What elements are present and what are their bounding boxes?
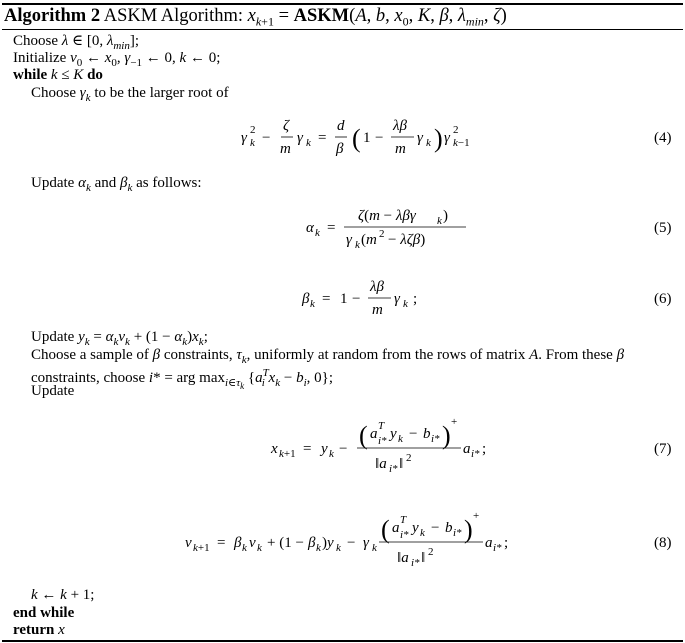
equation-8 — [185, 510, 672, 569]
svg-text:i*: i* — [471, 448, 480, 460]
svg-text:k+1: k+1 — [279, 448, 296, 460]
svg-text:λβ: λβ — [393, 118, 407, 134]
svg-text:1: 1 — [363, 130, 371, 146]
svg-text:a: a — [392, 520, 400, 536]
svg-text:γ: γ — [444, 130, 450, 146]
svg-text:+: + — [451, 416, 458, 428]
svg-text:(: ( — [359, 421, 368, 450]
svg-text:‖: ‖ — [399, 456, 404, 472]
svg-text:x: x — [271, 441, 278, 457]
svg-text:− λζβ): − λζβ) — [388, 232, 426, 248]
svg-text:k−1: k−1 — [453, 137, 470, 149]
svg-text:β: β — [336, 141, 344, 157]
svg-text:(: ( — [381, 515, 390, 544]
svg-text:2: 2 — [379, 228, 385, 240]
return-keyword: return — [13, 622, 55, 638]
svg-text:i*: i* — [411, 557, 420, 569]
equation-5-number: (5) — [654, 220, 672, 236]
svg-text:−: − — [431, 520, 440, 536]
svg-text:y: y — [390, 426, 397, 442]
svg-text:ζ: ζ — [283, 118, 290, 134]
svg-text:+: + — [473, 510, 480, 522]
step-update: Update — [31, 383, 75, 399]
svg-text:k: k — [316, 542, 321, 554]
svg-text:γ: γ — [241, 130, 247, 146]
svg-text:k: k — [306, 137, 311, 149]
svg-text:k: k — [315, 227, 320, 239]
svg-text:=: = — [318, 130, 327, 146]
while-condition: k ≤ K — [50, 67, 84, 83]
svg-text:‖a: ‖a — [397, 550, 409, 566]
svg-text:‖: ‖ — [421, 550, 426, 566]
svg-text:ζ(m − λβγ: ζ(m − λβγ — [358, 208, 416, 224]
svg-text:;: ; — [413, 291, 418, 307]
svg-text:;: ; — [504, 535, 509, 551]
svg-text:k+1: k+1 — [193, 542, 210, 554]
svg-text:α: α — [306, 220, 314, 236]
svg-text:k: k — [355, 239, 360, 251]
equation-7 — [270, 416, 672, 475]
svg-text:2: 2 — [428, 546, 434, 558]
svg-text:1: 1 — [340, 291, 348, 307]
equation-5 — [306, 208, 672, 251]
equation-6 — [301, 279, 672, 318]
svg-text:i*: i* — [493, 542, 502, 554]
svg-text:β: β — [308, 535, 316, 551]
svg-text:T: T — [400, 514, 407, 526]
svg-text:): ) — [464, 515, 473, 544]
svg-text:γ: γ — [417, 130, 423, 146]
svg-text:a: a — [370, 426, 378, 442]
svg-text:k: k — [420, 527, 425, 539]
step-choose-lambda: Choose λ ∈ [0, $\lambda_{min}$]; — [13, 33, 140, 52]
svg-text:−: − — [347, 535, 356, 551]
svg-text:b: b — [445, 520, 453, 536]
algorithm-label: Algorithm 2 — [4, 6, 101, 26]
svg-text:v: v — [185, 535, 192, 551]
step-choose-gamma: Choose $\gamma_k$ to be the larger root of — [31, 85, 229, 104]
svg-text:y: y — [321, 441, 328, 457]
svg-text:2: 2 — [406, 452, 412, 464]
svg-text:): ) — [434, 124, 443, 153]
equation-4-number: (4) — [654, 130, 672, 146]
equation-6-number: (6) — [654, 291, 672, 307]
equation-7-number: (7) — [654, 441, 672, 457]
svg-text:k: k — [403, 298, 408, 310]
svg-text:a: a — [463, 441, 471, 457]
svg-text:−: − — [262, 130, 271, 146]
svg-text:β: β — [302, 291, 310, 307]
svg-text:2: 2 — [453, 124, 459, 136]
while-keyword: while — [13, 67, 48, 83]
svg-text:k: k — [372, 542, 377, 554]
svg-text:γ: γ — [363, 535, 369, 551]
step-choose-sample-1: Choose a sample of β constraints, $\tau_k$, uniformly at random from the rows of matrix A. From these β — [31, 347, 625, 366]
svg-text:): ) — [442, 421, 451, 450]
svg-text:=: = — [322, 291, 331, 307]
svg-text:−: − — [409, 426, 418, 442]
svg-text:T: T — [378, 420, 385, 432]
svg-text:)y: )y — [322, 535, 334, 551]
svg-text:v: v — [249, 535, 256, 551]
svg-text:i*: i* — [378, 435, 387, 447]
equation-8-number: (8) — [654, 535, 672, 551]
step-update-alpha-beta: Update $\alpha_k$ and $\beta_k$ as follows: — [31, 175, 202, 194]
return-value: x — [58, 622, 65, 638]
svg-text:k: k — [250, 137, 255, 149]
svg-text:=: = — [327, 220, 336, 236]
svg-text:k: k — [329, 448, 334, 460]
svg-text:i*: i* — [389, 463, 398, 475]
svg-text:a: a — [485, 535, 493, 551]
svg-text:+ (1 −: + (1 − — [267, 535, 304, 551]
svg-text:(m: (m — [361, 232, 377, 248]
svg-text:(: ( — [352, 124, 361, 153]
svg-text:b: b — [423, 426, 431, 442]
svg-text:y: y — [412, 520, 419, 536]
svg-text:i*: i* — [431, 433, 440, 445]
svg-text:m: m — [280, 141, 291, 157]
svg-text:i*: i* — [453, 527, 462, 539]
svg-text:d: d — [337, 118, 345, 134]
svg-text:i*: i* — [400, 529, 409, 541]
step-increment: k ← k + 1; — [31, 587, 95, 603]
svg-text:=: = — [303, 441, 312, 457]
svg-text:): ) — [443, 208, 448, 224]
svg-text:‖a: ‖a — [375, 456, 387, 472]
svg-text:k: k — [242, 542, 247, 554]
end-while: end while — [13, 605, 75, 621]
algorithm-name: ASKM Algorithm: — [103, 6, 243, 26]
svg-text:λβ: λβ — [370, 279, 384, 295]
svg-text:m: m — [372, 302, 383, 318]
svg-text:−: − — [352, 291, 361, 307]
svg-text:−: − — [339, 441, 348, 457]
do-keyword: do — [87, 67, 103, 83]
svg-text:k: k — [426, 137, 431, 149]
step-choose-sample-2: constraints, choose i* = arg $\max_{i\in\tau_k} \{a^T_i$ $x_k - b_i$, 0}; — [31, 367, 333, 392]
svg-text:γ: γ — [394, 291, 400, 307]
svg-text:γ: γ — [297, 130, 303, 146]
step-update-y: Update $y_k = \alpha_kv_k + (1 - \alpha_k)x_k$; — [31, 329, 208, 348]
svg-text:γ: γ — [346, 232, 352, 248]
svg-text:m: m — [395, 141, 406, 157]
svg-text:2: 2 — [250, 124, 256, 136]
equation-4 — [241, 118, 672, 157]
svg-text:k: k — [437, 215, 442, 227]
svg-text:k: k — [336, 542, 341, 554]
svg-text:k: k — [257, 542, 262, 554]
algorithm-signature-rendered: $x_{k+1}$ = ASKM(A, b, $x_0$, K, β, $\lambda_{min}$, ζ) — [247, 6, 507, 29]
step-initialize: Initialize $v_0$ ← $x_0$, $\gamma_{-1}$ ← 0, k ← 0; — [13, 50, 221, 69]
svg-text:−: − — [375, 130, 384, 146]
svg-text:k: k — [310, 298, 315, 310]
svg-text:=: = — [217, 535, 226, 551]
svg-text:k: k — [398, 433, 403, 445]
svg-text:β: β — [234, 535, 242, 551]
svg-text:;: ; — [482, 441, 487, 457]
